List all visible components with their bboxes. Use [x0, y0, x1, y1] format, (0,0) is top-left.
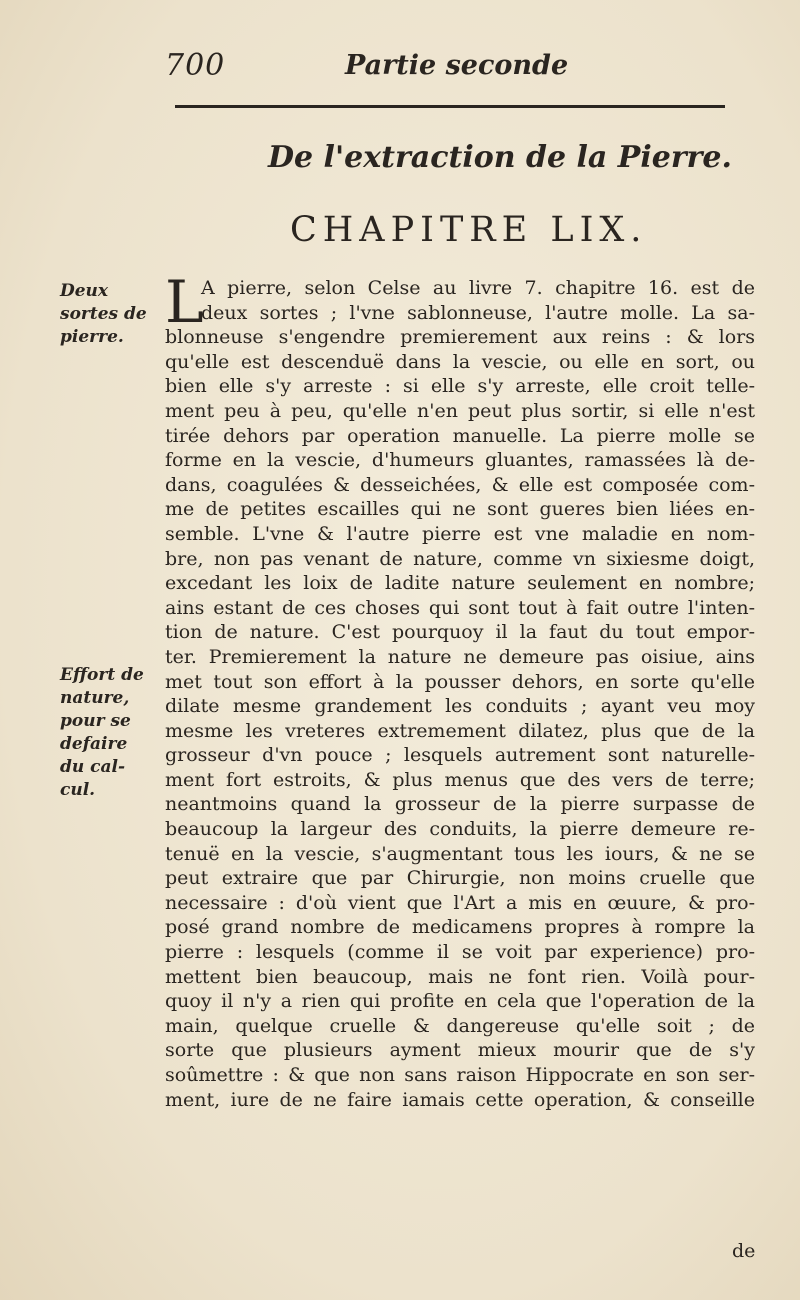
text-line: tion de nature. C'est pourquoy il la faut du tout empor-: [165, 621, 755, 644]
text-line: dilate mesme grandement les conduits ; ayant veu moy: [165, 695, 755, 718]
text-line: mettent bien beaucoup, mais ne font rien. Voilà pour-: [165, 965, 755, 988]
chapter-title: CHAPITRE LIX.: [290, 210, 648, 250]
text-line: main, quelque cruelle & dangereuse qu'elle soit ; de: [165, 1014, 755, 1037]
text-line: beaucoup la largeur des conduits, la pierre demeure re-: [165, 818, 755, 841]
margin-note-line: nature,: [60, 688, 130, 708]
text-line: sorte que plusieurs ayment mieux mourir que de s'y: [165, 1039, 755, 1062]
section-title: De l'extraction de la Pierre.: [268, 140, 732, 175]
margin-note-line: Effort de: [60, 665, 144, 685]
catchword: de: [732, 1240, 756, 1262]
text-line: excedant les loix de ladite nature seulement en nombre;: [165, 572, 755, 595]
text-line: quoy il n'y a rien qui profite en cela que l'operation de la: [165, 990, 755, 1013]
text-line: ment, iure de ne faire iamais cette operation, & conseille: [165, 1088, 755, 1111]
text-line: tirée dehors par operation manuelle. La pierre molle se: [165, 424, 755, 447]
text-line: pierre : lesquels (comme il se voit par experience) pro-: [165, 941, 755, 964]
text-line: ment fort estroits, & plus menus que des vers de terre;: [165, 768, 755, 791]
text-line: ter. Premierement la nature ne demeure pas oisiue, ains: [165, 645, 755, 668]
text-line: forme en la vescie, d'humeurs gluantes, ramassées là de-: [165, 449, 755, 472]
text-line: deux sortes ; l'vne sablonneuse, l'autre molle. La sa-: [201, 301, 755, 324]
text-line: qu'elle est descenduë dans la vescie, ou elle en sort, ou: [165, 350, 755, 373]
text-line: posé grand nombre de medicamens propres à rompre la: [165, 916, 755, 939]
text-line: dans, coagulées & desseichées, & elle est composée com-: [165, 473, 755, 496]
text-line: met tout son effort à la pousser dehors, en sorte qu'elle: [165, 670, 755, 693]
text-line: bien elle s'y arreste : si elle s'y arreste, elle croit telle-: [165, 375, 755, 398]
text-line: semble. L'vne & l'autre pierre est vne maladie en nom-: [165, 522, 755, 545]
page-number: 700: [165, 48, 226, 83]
text-line: soûmettre : & que non sans raison Hippocrate en son ser-: [165, 1064, 755, 1086]
margin-note-line: pour se: [60, 711, 131, 731]
page-header: [165, 48, 685, 84]
text-line: me de petites escailles qui ne sont gueres bien liées en-: [165, 498, 755, 521]
text-line: ment peu à peu, qu'elle n'en peut plus sortir, si elle n'est: [165, 399, 755, 422]
margin-note-line: pierre.: [60, 327, 124, 347]
margin-note-line: cul.: [60, 780, 96, 800]
text-line: ains estant de ces choses qui sont tout à fait outre l'inten-: [165, 596, 755, 619]
text-line: A pierre, selon Celse au livre 7. chapitre 16. est de: [201, 277, 755, 299]
text-line: neantmoins quand la grosseur de la pierre surpasse de: [165, 793, 755, 816]
margin-note-line: defaire: [60, 734, 128, 754]
margin-note-line: du cal-: [60, 757, 126, 777]
text-line: blonneuse s'engendre premierement aux reins : & lors: [165, 326, 755, 349]
text-line: tenuë en la vescie, s'augmentant tous les iours, & ne se: [165, 842, 755, 865]
body-text: [165, 268, 755, 1112]
drop-cap: L: [165, 268, 204, 336]
text-line: necessaire : d'où vient que l'Art a mis en œuure, & pro-: [165, 891, 755, 914]
text-line: mesme les vreteres extremement dilatez, plus que de la: [165, 719, 755, 742]
margin-note-line: Deux: [60, 281, 109, 301]
running-title: Partie seconde: [345, 50, 569, 81]
text-line: peut extraire que par Chirurgie, non moins cruelle que: [165, 867, 755, 890]
header-rule: [175, 105, 725, 108]
text-line: grosseur d'vn pouce ; lesquels autrement sont naturelle-: [165, 744, 755, 767]
margin-note-line: sortes de: [60, 304, 147, 324]
margin-note-nature-effort: [60, 664, 158, 802]
text-line: bre, non pas venant de nature, comme vn sixiesme doigt,: [165, 547, 755, 570]
margin-note-stone-types: [60, 280, 158, 349]
